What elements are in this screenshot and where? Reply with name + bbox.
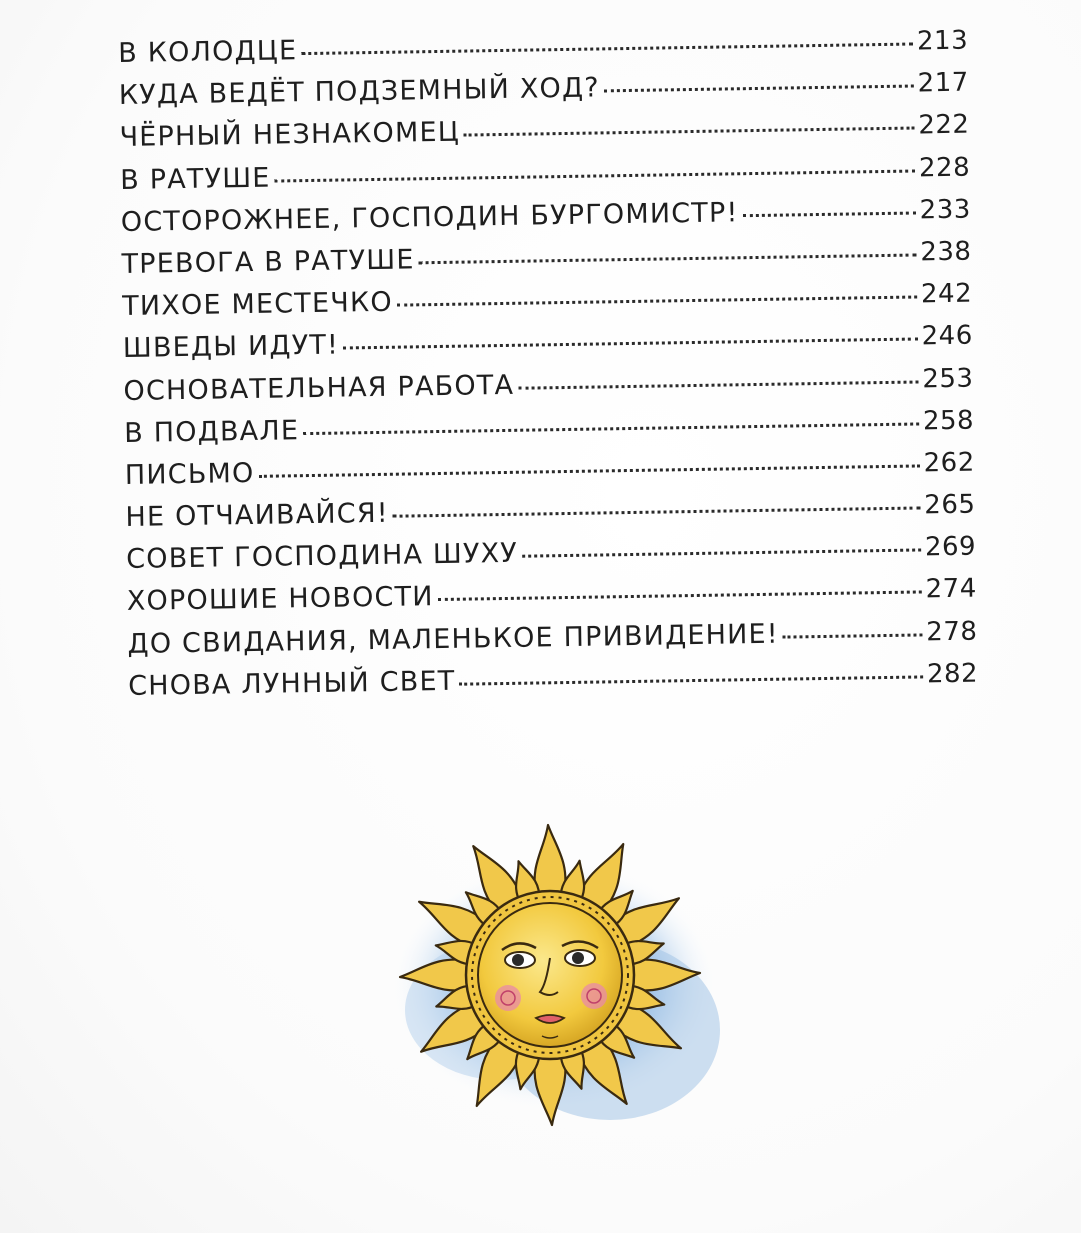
- toc-entry-title: В ПОДВАЛЕ: [123, 414, 300, 449]
- toc-entry-page: 228: [918, 152, 971, 183]
- toc-entry-title: ДО СВИДАНИЯ, МАЛЕНЬКОЕ ПРИВИДЕНИЕ!: [127, 618, 780, 660]
- toc-entry-title: ШВЕДЫ ИДУТ!: [122, 329, 340, 365]
- table-of-contents: [118, 25, 978, 713]
- cheek-right: [581, 983, 607, 1009]
- toc-entry-page: 258: [922, 405, 975, 437]
- toc-entry-page: 262: [923, 447, 976, 479]
- toc-entry-page: 265: [924, 489, 976, 521]
- toc-entry-page: 222: [918, 110, 970, 141]
- toc-dot-leader: [343, 332, 918, 350]
- toc-dot-leader: [419, 247, 917, 264]
- toc-entry-title: ТРЕВОГА В РАТУШЕ: [121, 244, 415, 280]
- toc-entry-title: СОВЕТ ГОСПОДИНА ШУХУ: [125, 538, 519, 576]
- toc-dot-leader: [604, 79, 914, 93]
- toc-entry-title: КУДА ВЕДЁТ ПОДЗЕМНЫЙ ХОД?: [118, 72, 601, 112]
- toc-dot-leader: [459, 669, 923, 685]
- toc-dot-leader: [393, 501, 921, 518]
- toc-entry-page: 246: [921, 320, 974, 352]
- toc-dot-leader: [274, 163, 915, 182]
- toc-dot-leader: [742, 205, 915, 217]
- sun-face: [478, 903, 622, 1047]
- toc-dot-leader: [522, 543, 921, 558]
- toc-dot-leader: [783, 627, 923, 638]
- toc-entry-page: 278: [926, 616, 978, 648]
- toc-entry-title: ТИХОЕ МЕСТЕЧКО: [121, 286, 394, 323]
- toc-entry-page: 242: [920, 278, 973, 310]
- toc-entry-page: 213: [916, 25, 969, 57]
- toc-entry-title: НЕ ОТЧАИВАЙСЯ!: [125, 497, 390, 534]
- toc-entry-title: ОСНОВАТЕЛЬНАЯ РАБОТА: [123, 369, 515, 407]
- toc-dot-leader: [258, 458, 919, 477]
- toc-entry-title: ЧЁРНЫЙ НЕЗНАКОМЕЦ: [119, 117, 461, 154]
- toc-dot-leader: [518, 374, 918, 389]
- smiling-sun-icon: [380, 800, 740, 1160]
- sun-illustration: [380, 800, 740, 1160]
- toc-entry-page: 217: [917, 67, 970, 99]
- toc-dot-leader: [303, 416, 919, 435]
- toc-entry-page: 269: [924, 531, 977, 563]
- toc-entry-page: 238: [920, 236, 972, 268]
- toc-entry-title: СНОВА ЛУННЫЙ СВЕТ: [127, 665, 456, 702]
- toc-dot-leader: [464, 121, 915, 137]
- toc-dot-leader: [397, 290, 917, 307]
- toc-dot-leader: [438, 585, 922, 602]
- toc-entry-title: ОСТОРОЖНЕЕ, ГОСПОДИН БУРГОМИСТР!: [120, 197, 739, 238]
- toc-entry-title: ХОРОШИЕ НОВОСТИ: [126, 581, 434, 618]
- toc-entry-title: В РАТУШЕ: [119, 162, 271, 196]
- toc-entry-page: 233: [919, 194, 972, 226]
- toc-entry-title: ПИСЬМО: [124, 457, 255, 491]
- toc-entry-page: 253: [922, 363, 974, 394]
- toc-entry-page: 282: [926, 658, 979, 690]
- toc-entry-title: В КОЛОДЦЕ: [118, 35, 298, 69]
- toc-entry-page: 274: [925, 574, 977, 605]
- cheek-left: [495, 985, 521, 1011]
- toc-dot-leader: [301, 37, 913, 56]
